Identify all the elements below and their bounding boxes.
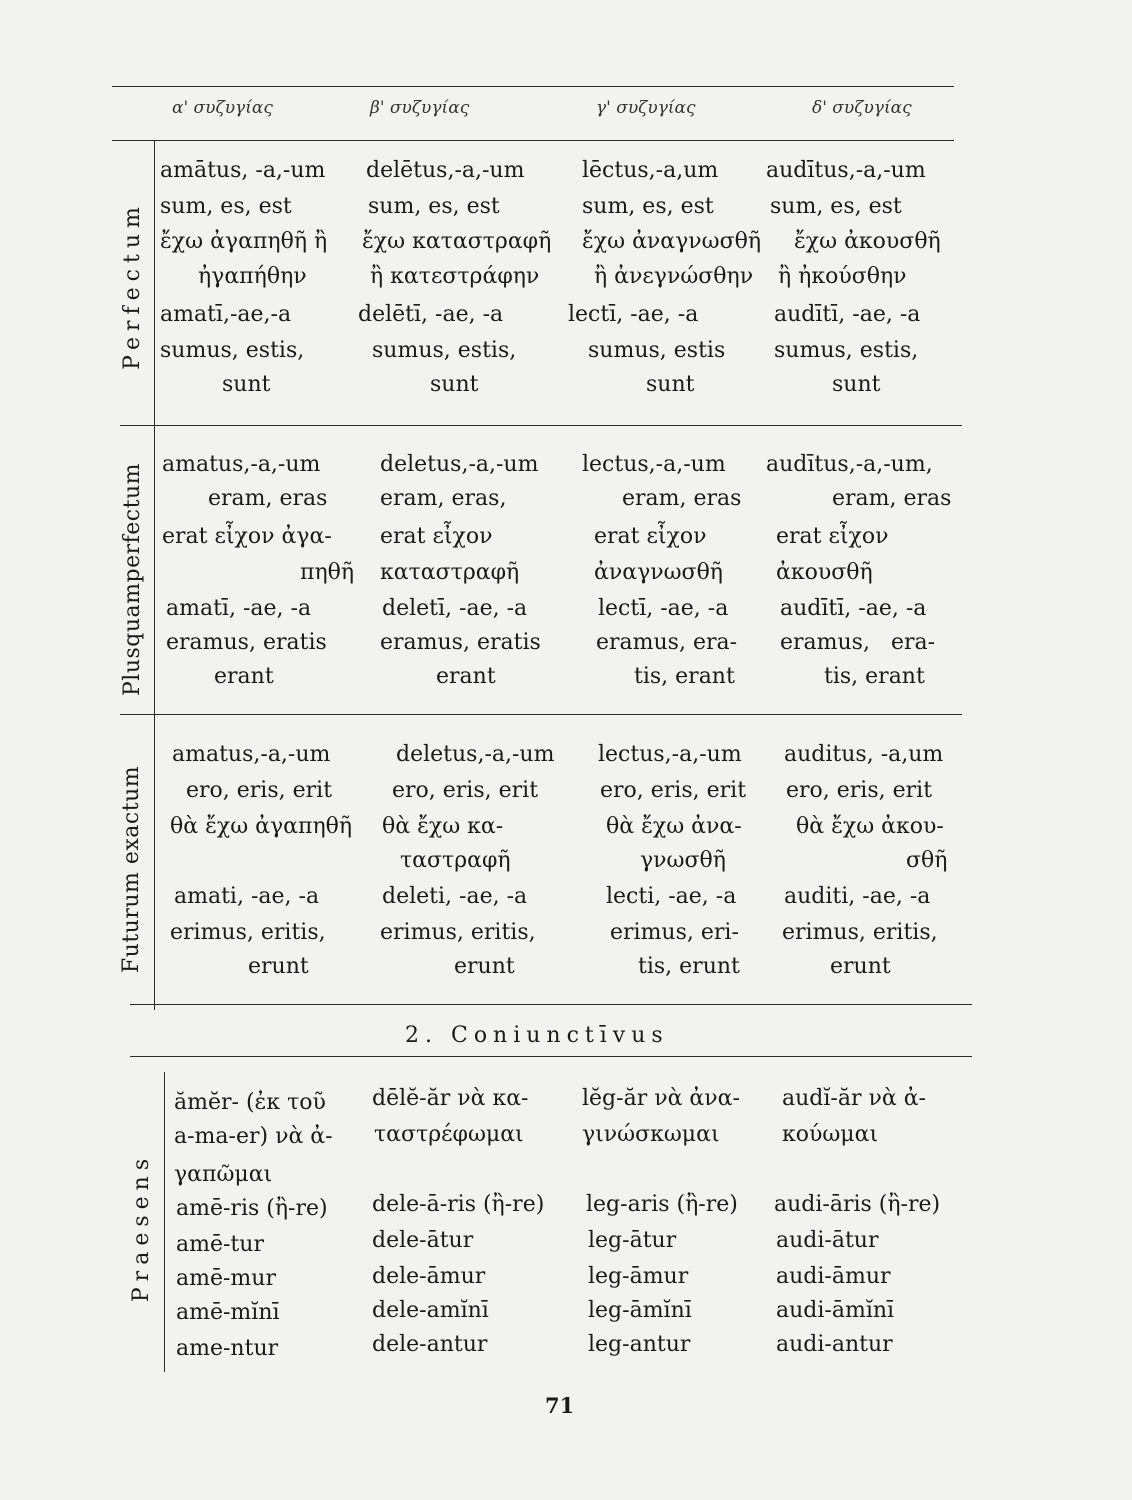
fut-c4-l3: θὰ ἔχω ἀκου- [796, 814, 944, 839]
plusq-c2-l5: deletī, -ae, -a [382, 596, 528, 621]
perfectum-c2-l2: sum, es, est [368, 194, 500, 219]
praes-c2-l2: ταστρέφωμαι [374, 1122, 524, 1147]
praes-c1-l5: amē-tur [176, 1232, 264, 1257]
praes-c4-l2: κούωμαι [782, 1122, 879, 1147]
futurum-bottom-rule [130, 1004, 972, 1005]
fut-c4-l2: ero, eris, erit [786, 778, 933, 803]
top-rule [112, 86, 954, 87]
perfectum-c4-l2: sum, es, est [770, 194, 902, 219]
plusq-c4-l6: eramus, era- [780, 630, 936, 655]
praes-c2-l7: dele-antur [372, 1332, 488, 1357]
perfectum-c4-l4: ἢ ἠκούσθην [778, 264, 907, 289]
perfectum-c3-l6: sumus, estis [588, 338, 726, 363]
praesens-section [112, 1072, 972, 1372]
fut-c1-l2: ero, eris, erit [186, 778, 333, 803]
fut-c3-l7: tis, erunt [638, 954, 740, 979]
plusq-c2-l2: eram, eras, [380, 486, 507, 511]
praes-c4-l5: audi-āmur [776, 1264, 891, 1289]
praes-c2-l1: dēlĕ-ăr νὰ κα- [372, 1086, 529, 1111]
fut-c4-l1: auditus, -a,um [784, 742, 944, 767]
plusq-c3-l2: eram, eras [622, 486, 742, 511]
page-number: 71 [545, 1393, 575, 1418]
fut-c2-l5: deleti, -ae, -a [382, 884, 528, 909]
fut-c3-l1: lectus,-a,-um [598, 742, 742, 767]
fut-c3-l5: lecti, -ae, -a [606, 884, 737, 909]
praes-c4-l6: audi-āmĭnī [776, 1298, 895, 1323]
perfectum-c1-l5: amatī,-ae,-a [160, 302, 292, 327]
praes-c1-l1: ămĕr- (ἐκ τοῦ [174, 1090, 326, 1115]
fut-c1-l3: θὰ ἔχω ἀγαπηθῆ [170, 814, 353, 839]
fut-c1-l6: erunt [248, 954, 309, 979]
plusq-c4-l3: erat εἶχον [776, 524, 889, 549]
plusquamperfectum-bottom-rule [120, 714, 962, 715]
plusq-c3-l3: erat εἶχον [594, 524, 707, 549]
coniunctivus-rule [130, 1056, 972, 1057]
coniunctivus-title: 2. Coniunctīvus [405, 1023, 669, 1048]
plusq-c3-l1: lectus,-a,-um [582, 452, 726, 477]
perfectum-c4-l5: audītī, -ae, -a [774, 302, 921, 327]
perfectum-c3-l1: lēctus,-a,um [582, 158, 719, 183]
fut-c2-l3: θὰ ἔχω κα- [382, 814, 504, 839]
fut-c1-l1: amatus,-a,-um [172, 742, 331, 767]
plusq-c2-l4: καταστραφῆ [380, 560, 520, 585]
perfectum-c1-l2: sum, es, est [160, 194, 292, 219]
plusq-c3-l7: tis, erant [634, 664, 735, 689]
praes-c1-l3: γαπῶμαι [174, 1162, 273, 1187]
fut-c4-l6: erimus, eritis, [782, 920, 938, 945]
plusq-c1-l7: erant [214, 664, 274, 689]
plusq-c4-l7: tis, erant [824, 664, 925, 689]
perfectum-c1-l7: sunt [222, 372, 271, 397]
plusq-c3-l6: eramus, era- [596, 630, 738, 655]
praes-c3-l6: leg-āmĭnī [588, 1298, 692, 1323]
fut-c3-l6: erimus, eri- [610, 920, 739, 945]
plusq-c3-l4: ἀναγνωσθῆ [594, 560, 723, 585]
perfectum-section [112, 150, 972, 420]
perfectum-c2-l4: ἢ κατεστράφην [370, 264, 540, 289]
fut-c2-l2: ero, eris, erit [392, 778, 539, 803]
futurum-section [112, 734, 972, 1004]
fut-c4-l7: erunt [830, 954, 891, 979]
fut-c4-l5: auditi, -ae, -a [784, 884, 931, 909]
header-col1: α' συζυγίας [172, 98, 273, 118]
plusq-c2-l7: erant [436, 664, 496, 689]
perfectum-c2-l7: sunt [430, 372, 479, 397]
praesens-label: Praesens [129, 1152, 155, 1302]
praes-c3-l1: lĕg-ăr νὰ ἀνα- [582, 1086, 740, 1111]
praes-c4-l1: audĭ-ăr νὰ ἀ- [782, 1086, 926, 1111]
fut-c3-l4: γνωσθῆ [640, 848, 726, 873]
perfectum-c4-l6: sumus, estis, [774, 338, 919, 363]
perfectum-c1-l6: sumus, estis, [160, 338, 305, 363]
perfectum-label: Perfectum [119, 200, 145, 370]
praes-c3-l7: leg-antur [588, 1332, 691, 1357]
fut-c1-l4: amati, -ae, -a [174, 884, 320, 909]
plusq-c4-l5: audītī, -ae, -a [780, 596, 927, 621]
praes-c3-l5: leg-āmur [588, 1264, 689, 1289]
fut-c1-l5: erimus, eritis, [170, 920, 326, 945]
perfectum-c4-l1: audītus,-a,-um [766, 158, 926, 183]
praes-c3-l3: leg-aris (ἢ-re) [586, 1192, 738, 1217]
plusq-c1-l4: πηθῆ [300, 560, 355, 585]
praes-c2-l5: dele-āmur [372, 1264, 486, 1289]
plusquamperfectum-section [112, 444, 972, 714]
perfectum-c1-l4: ἠγαπήθην [198, 264, 307, 289]
praes-c4-l4: audi-ātur [776, 1228, 879, 1253]
plusq-c2-l1: deletus,-a,-um [380, 452, 539, 477]
plusq-c1-l3: erat εἶχον ἀγα- [162, 524, 332, 549]
perfectum-c3-l5: lectī, -ae, -a [568, 302, 699, 327]
fut-c2-l1: deletus,-a,-um [396, 742, 555, 767]
plusq-c2-l6: eramus, eratis [380, 630, 541, 655]
header-col3: γ' συζυγίας [596, 98, 696, 118]
plusq-c3-l5: lectī, -ae, -a [598, 596, 729, 621]
plusq-c1-l1: amatus,-a,-um [162, 452, 321, 477]
perfectum-c4-l3: ἔχω ἀκουσθῆ [794, 229, 941, 254]
futurum-label: Futurum exactum [119, 765, 145, 973]
plusq-c4-l4: ἀκουσθῆ [776, 560, 873, 585]
praes-c1-l6: amē-mur [176, 1266, 276, 1291]
fut-c2-l4: ταστραφῆ [400, 848, 511, 873]
praes-c1-l2: a-ma-er) νὰ ἀ- [174, 1124, 333, 1149]
plusq-c2-l3: erat εἶχον [380, 524, 493, 549]
plusq-c1-l6: eramus, eratis [166, 630, 327, 655]
perfectum-c3-l7: sunt [646, 372, 695, 397]
perfectum-c4-l7: sunt [832, 372, 881, 397]
fut-c3-l2: ero, eris, erit [600, 778, 747, 803]
perfectum-c3-l4: ἢ ἀνεγνώσθην [594, 264, 754, 289]
plusq-c1-l5: amatī, -ae, -a [166, 596, 312, 621]
header-col2: β' συζυγίας [370, 98, 470, 118]
fut-c4-l4: σθῆ [906, 848, 948, 873]
praes-c3-l4: leg-ātur [588, 1228, 677, 1253]
praes-c2-l4: dele-ātur [372, 1228, 474, 1253]
plusq-c4-l2: eram, eras [832, 486, 952, 511]
perfectum-c2-l6: sumus, estis, [372, 338, 517, 363]
praes-c2-l6: dele-amĭnī [372, 1298, 489, 1323]
perfectum-c3-l2: sum, es, est [582, 194, 714, 219]
praes-c3-l2: γινώσκωμαι [582, 1122, 720, 1147]
perfectum-c1-l3: ἔχω ἀγαπηθῆ ἢ [160, 229, 328, 254]
plusq-c4-l1: audītus,-a,-um, [766, 452, 933, 477]
perfectum-c2-l5: delētī, -ae, -a [358, 302, 504, 327]
header-bottom-rule [112, 140, 954, 141]
fut-c2-l7: erunt [454, 954, 515, 979]
praes-c4-l7: audi-antur [776, 1332, 893, 1357]
praes-c4-l3: audi-āris (ἢ-re) [774, 1192, 941, 1217]
praes-c1-l7: amē-mĭnī [176, 1300, 280, 1325]
praes-c1-l8: ame-ntur [176, 1336, 279, 1361]
plusq-c1-l2: eram, eras [208, 486, 328, 511]
perfectum-c2-l1: delētus,-a,-um [366, 158, 525, 183]
plusquamperfectum-label: Plusquamperfectum [119, 462, 145, 696]
praes-c1-l4: amē-ris (ἢ-re) [176, 1196, 328, 1221]
praesens-label-rule [164, 1072, 165, 1372]
header-col4: δ' συζυγίας [812, 98, 912, 118]
fut-c3-l3: θὰ ἔχω ἀνα- [606, 814, 742, 839]
perfectum-c1-l1: amātus, -a,-um [160, 158, 326, 183]
perfectum-c3-l3: ἔχω ἀναγνωσθῆ [582, 229, 762, 254]
perfectum-c2-l3: ἔχω καταστραφῆ [362, 229, 552, 254]
fut-c2-l6: erimus, eritis, [380, 920, 536, 945]
praes-c2-l3: dele-ā-ris (ἢ-re) [372, 1192, 545, 1217]
perfectum-bottom-rule [120, 425, 962, 426]
